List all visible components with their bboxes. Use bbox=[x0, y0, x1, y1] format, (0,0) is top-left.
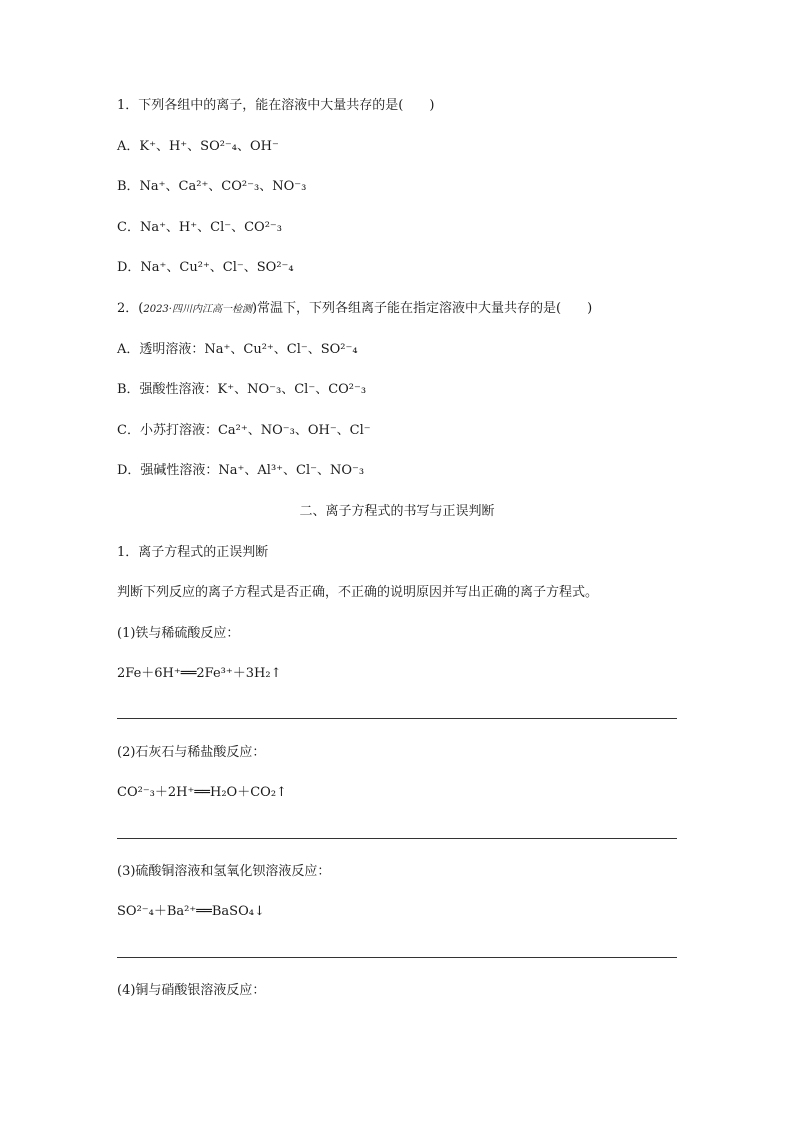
item-1-label: (1)铁与稀硫酸反应： bbox=[117, 626, 240, 641]
answer-line-2 bbox=[117, 838, 677, 839]
q2-number: 2．( bbox=[117, 301, 144, 316]
q2-stem bbox=[117, 300, 592, 319]
q2-option-c: C．小苏打溶液：Ca²⁺、NO⁻₃、OH⁻、Cl⁻ bbox=[117, 423, 371, 438]
answer-line-1 bbox=[117, 718, 677, 719]
item-3-label: (3)硫酸铜溶液和氢氧化钡溶液反应： bbox=[117, 864, 331, 879]
q2-option-d: D．强碱性溶液：Na⁺、Al³⁺、Cl⁻、NO⁻₃ bbox=[117, 463, 365, 478]
item-2-label: (2)石灰石与稀盐酸反应： bbox=[117, 745, 266, 760]
q2-source: 2023·四川内江高一检测 bbox=[143, 304, 252, 315]
answer-line-3 bbox=[117, 957, 677, 958]
item-1-equation: 2Fe＋6H⁺══2Fe³⁺＋3H₂↑ bbox=[117, 666, 282, 681]
item-4-label: (4)铜与硝酸银溶液反应： bbox=[117, 983, 266, 998]
section-title: 二、离子方程式的书写与正误判断 bbox=[299, 504, 495, 519]
q1-option-a: A．K⁺、H⁺、SO²⁻₄、OH⁻ bbox=[117, 139, 279, 154]
item-2-equation: CO²⁻₃＋2H⁺══H₂O＋CO₂↑ bbox=[117, 785, 287, 800]
q1-stem: 1．下列各组中的离子，能在溶液中大量共存的是( ) bbox=[117, 98, 435, 113]
section-subtitle: 1．离子方程式的正误判断 bbox=[117, 545, 269, 560]
q1-option-d: D．Na⁺、Cu²⁺、Cl⁻、SO²⁻₄ bbox=[117, 260, 294, 275]
q1-option-b: B．Na⁺、Ca²⁺、CO²⁻₃、NO⁻₃ bbox=[117, 179, 307, 194]
item-3-equation: SO²⁻₄＋Ba²⁺══BaSO₄↓ bbox=[117, 904, 265, 919]
q1-option-c: C．Na⁺、H⁺、Cl⁻、CO²⁻₃ bbox=[117, 220, 282, 235]
q2-option-a: A．透明溶液：Na⁺、Cu²⁺、Cl⁻、SO²⁻₄ bbox=[117, 342, 358, 357]
q2-stem-text: )常温下，下列各组离子能在指定溶液中大量共存的是( ) bbox=[251, 301, 593, 316]
q2-option-b: B．强酸性溶液：K⁺、NO⁻₃、Cl⁻、CO²⁻₃ bbox=[117, 382, 367, 397]
section-instruction: 判断下列反应的离子方程式是否正确，不正确的说明原因并写出正确的离子方程式。 bbox=[117, 585, 599, 600]
